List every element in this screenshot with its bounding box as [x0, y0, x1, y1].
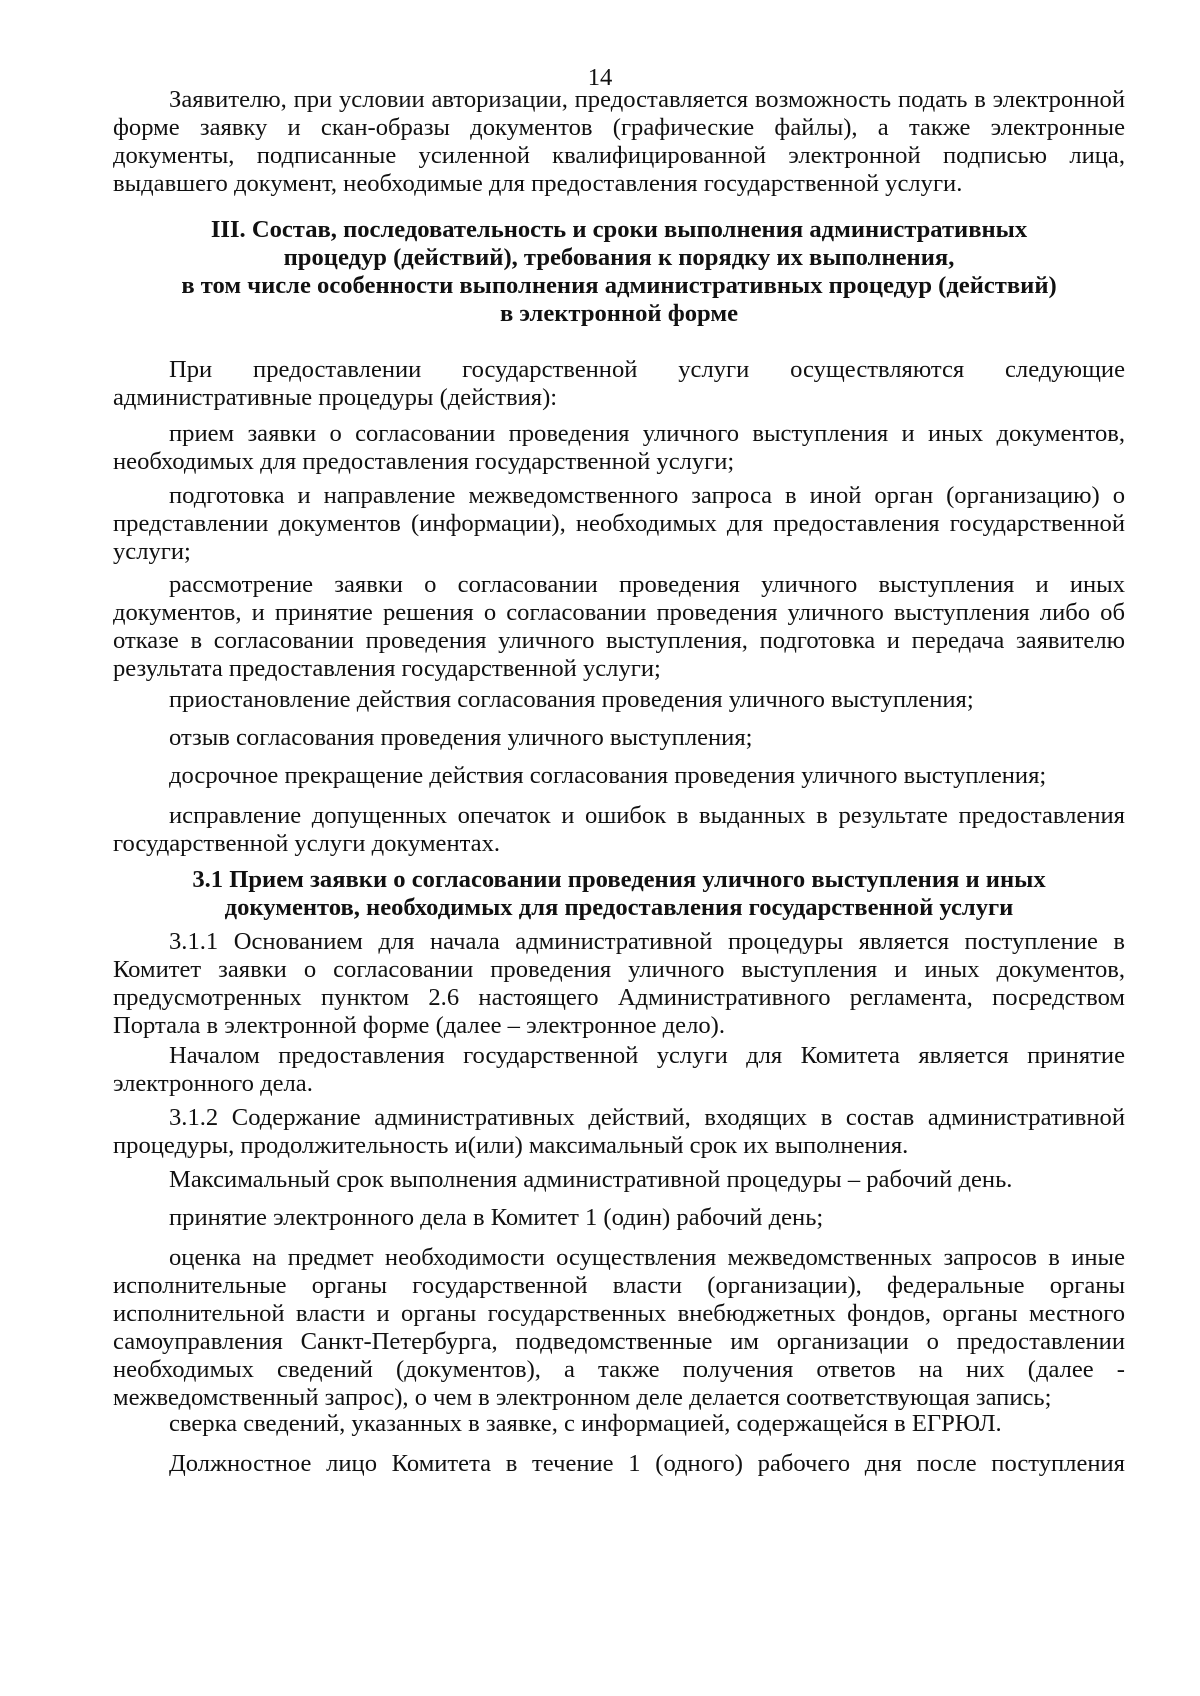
heading-line: в электронной форме — [499, 300, 739, 327]
page-number: 14 — [587, 64, 613, 91]
paragraph-p14 — [113, 1244, 1125, 1412]
paragraph: рассмотрение заявки о согласовании проведения уличного выступления и иных документов, и принятие решения о согласовании проведения уличного выступления либо об отказе в согласовании проведения уличного выступления, подготовка и передача заявителю результата предоставления государственной услуги; — [113, 571, 1125, 682]
paragraph: Должностное лицо Комитета в течение 1 (одного) рабочего дня после поступления — [169, 1450, 1125, 1477]
paragraph-p15 — [113, 1410, 1125, 1438]
heading-line: документов, необходимых для предоставления государственной услуги — [224, 894, 1014, 921]
paragraph: 3.1.2 Содержание административных действий, входящих в состав административной процедуры, продолжительность и(или) максимальный срок их выполнения. — [113, 1104, 1125, 1159]
heading-line: в том числе особенности выполнения административных процедур (действий) — [181, 272, 1057, 299]
paragraph-p12 — [113, 1166, 1125, 1194]
paragraph-p4 — [113, 571, 1125, 683]
heading-line: 3.1 Прием заявки о согласовании проведения уличного выступления и иных — [192, 866, 1046, 893]
paragraph: прием заявки о согласовании проведения уличного выступления и иных документов, необходимых для предоставления государственной услуги; — [113, 420, 1125, 475]
paragraph: При предоставлении государственной услуги осуществляются следующие административные процедуры (действия): — [113, 356, 1125, 411]
section-3-1-heading — [113, 866, 1125, 922]
paragraph: 3.1.1 Основанием для начала административной процедуры является поступление в Комитет заявки о согласовании проведения уличного выступления и иных документов, предусмотренных пунктом 2.6 настоящего Административного регламента, посредством Портала в электронной форме (далее – электронное дело). — [113, 928, 1125, 1039]
heading-line: процедур (действий), требования к порядку их выполнения, — [283, 244, 955, 271]
paragraph-p7 — [113, 762, 1125, 790]
paragraph-p16 — [113, 1450, 1125, 1478]
paragraph: Началом предоставления государственной услуги для Комитета является принятие электронного дела. — [113, 1042, 1125, 1097]
heading-line: III. Состав, последовательность и сроки выполнения административных — [210, 216, 1028, 243]
paragraph-p6 — [113, 724, 1125, 752]
intro-paragraph — [113, 86, 1125, 198]
paragraph: подготовка и направление межведомственного запроса в иной орган (организацию) о представлении документов (информации), необходимых для предоставления государственной услуги; — [113, 482, 1125, 565]
paragraph: оценка на предмет необходимости осуществления межведомственных запросов в иные исполнительные органы государственной власти (организации), федеральные органы исполнительной власти и органы государственных внебюджетных фондов, органы местного самоуправления Санкт-Петербурга, подведомственные им организации о предоставлении необходимых сведений (документов), а также получения ответов на них (далее - межведомственный запрос), о чем в электронном деле делается соответствующая запись; — [113, 1244, 1125, 1411]
paragraph: принятие электронного дела в Комитет 1 (один) рабочий день; — [169, 1204, 824, 1231]
paragraph: досрочное прекращение действия согласования проведения уличного выступления; — [169, 762, 1047, 789]
paragraph: исправление допущенных опечаток и ошибок в выданных в результате предоставления государственной услуги документах. — [113, 802, 1125, 857]
paragraph: сверка сведений, указанных в заявке, с информацией, содержащейся в ЕГРЮЛ. — [169, 1410, 1002, 1437]
paragraph-p13 — [113, 1204, 1125, 1232]
section-3-heading — [113, 216, 1125, 328]
paragraph-p1 — [113, 356, 1125, 412]
paragraph-p3 — [113, 482, 1125, 566]
paragraph: Максимальный срок выполнения административной процедуры – рабочий день. — [169, 1166, 1013, 1193]
paragraph-p10 — [113, 1042, 1125, 1098]
paragraph-p9 — [113, 928, 1125, 1040]
paragraph: Заявителю, при условии авторизации, предоставляется возможность подать в электронной форме заявку и скан-образы документов (графические файлы), а также электронные документы, подписанные усиленной квалифицированной электронной подписью лица, выдавшего документ, необходимые для предоставления государственной услуги. — [113, 86, 1125, 197]
paragraph: отзыв согласования проведения уличного выступления; — [169, 724, 753, 751]
paragraph: приостановление действия согласования проведения уличного выступления; — [169, 686, 974, 713]
paragraph-p8 — [113, 802, 1125, 858]
paragraph-p5 — [113, 686, 1125, 714]
paragraph-p11 — [113, 1104, 1125, 1160]
paragraph-p2 — [113, 420, 1125, 476]
